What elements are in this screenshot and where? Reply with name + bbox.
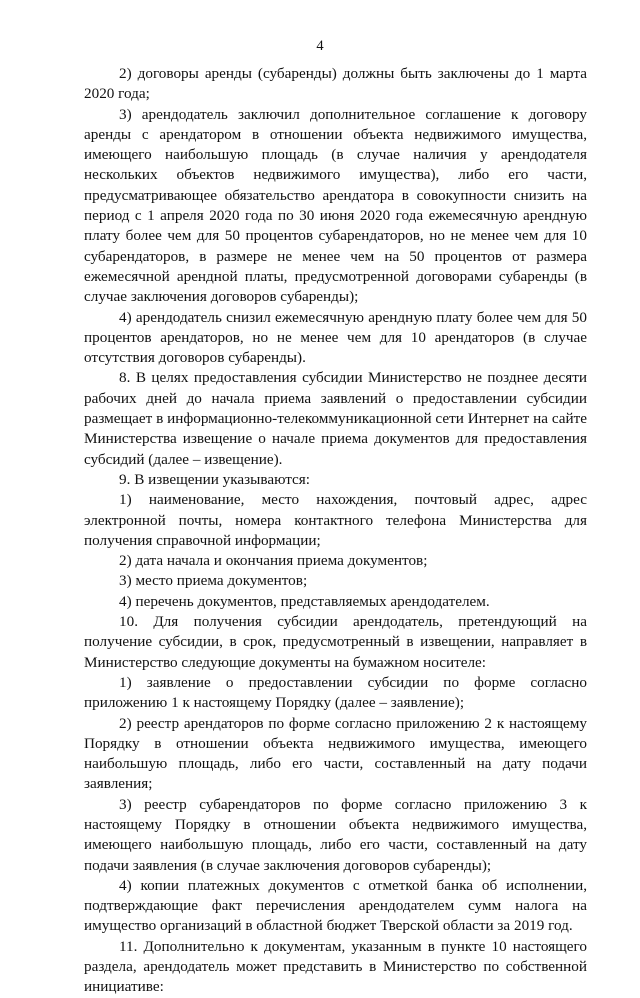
- paragraph-9-item-4: 4) перечень документов, представляемых арендодателем.: [119, 592, 490, 610]
- paragraph-additional-agreement: 3) арендодатель заключил дополнительное соглашение к договору аренды с арендатором в отношении объекта недвижимого имущества, имеющего наибольшую площадь (в случае наличия у арендодателя нескольких объектов недвижимого имущества), либо его части, предусматривающее обязательство арендатора в совокупности снизить на период с 1 апреля 2020 года по 30 июня 2020 года ежемесячную арендную плату более чем для 50 процентов субарендаторов, но не менее чем для 10 субарендаторов, в размере не менее чем на 50 процентов от размера ежемесячной арендной платы, предусмотренной договорами субаренды (в случае заключения договоров субаренды);: [84, 105, 587, 306]
- paragraph-9-heading: 9. В извещении указываются:: [119, 470, 310, 488]
- paragraph-10-item-2: 2) реестр арендаторов по форме согласно приложению 2 к настоящему Порядку в отношении объекта недвижимого имущества, имеющего наибольшую площадь, либо его части, составленный на дату подачи заявления;: [84, 714, 587, 793]
- paragraph-10-item-1: 1) заявление о предоставлении субсидии по форме согласно приложению 1 к настоящему Порядку (далее – заявление);: [84, 673, 587, 712]
- paragraph-10-item-4: 4) копии платежных документов с отметкой банка об исполнении, подтверждающие факт перечисления арендодателем сумм налога на имущество организаций в областной бюджет Тверской области за 2019 год.: [84, 876, 587, 935]
- paragraph-9-item-3: 3) место приема документов;: [119, 572, 308, 590]
- paragraph-contracts-deadline: 2) договоры аренды (субаренды) должны быть заключены до 1 марта 2020 года;: [84, 65, 587, 103]
- document-body: [84, 64, 587, 998]
- page-number: 4: [316, 38, 324, 54]
- paragraph-9-item-2: 2) дата начала и окончания приема документов;: [119, 552, 428, 570]
- paragraph-10-item-3: 3) реестр субарендаторов по форме согласно приложению 3 к настоящему Порядку в отношении объекта недвижимого имущества, имеющего наибольшую площадь, либо его части, составленный на дату подачи заявления (в случае заключения договоров субаренды);: [84, 795, 587, 874]
- paragraph-rent-reduction: 4) арендодатель снизил ежемесячную арендную плату более чем для 50 процентов арендаторов, но не менее чем для 10 арендаторов (в случае отсутствия договоров субаренды).: [84, 308, 587, 367]
- paragraph-11-heading: 11. Дополнительно к документам, указанным в пункте 10 настоящего раздела, арендодатель может представить в Министерство по собственной инициативе:: [84, 937, 587, 996]
- paragraph-9-item-1: 1) наименование, место нахождения, почтовый адрес, адрес электронной почты, номера контактного телефона Министерства для получения справочной информации;: [84, 491, 587, 549]
- paragraph-10-heading: 10. Для получения субсидии арендодатель, претендующий на получение субсидии, в срок, предусмотренный в извещении, направляет в Министерство следующие документы на бумажном носителе:: [84, 613, 587, 671]
- paragraph-8-notice: 8. В целях предоставления субсидии Министерство не позднее десяти рабочих дней до начала приема заявлений о предоставлении субсидии размещает в информационно-телекоммуникационной сети Интернет на сайте Министерства извещение о начале приема документов для предоставления субсидий (далее – извещение).: [84, 369, 587, 468]
